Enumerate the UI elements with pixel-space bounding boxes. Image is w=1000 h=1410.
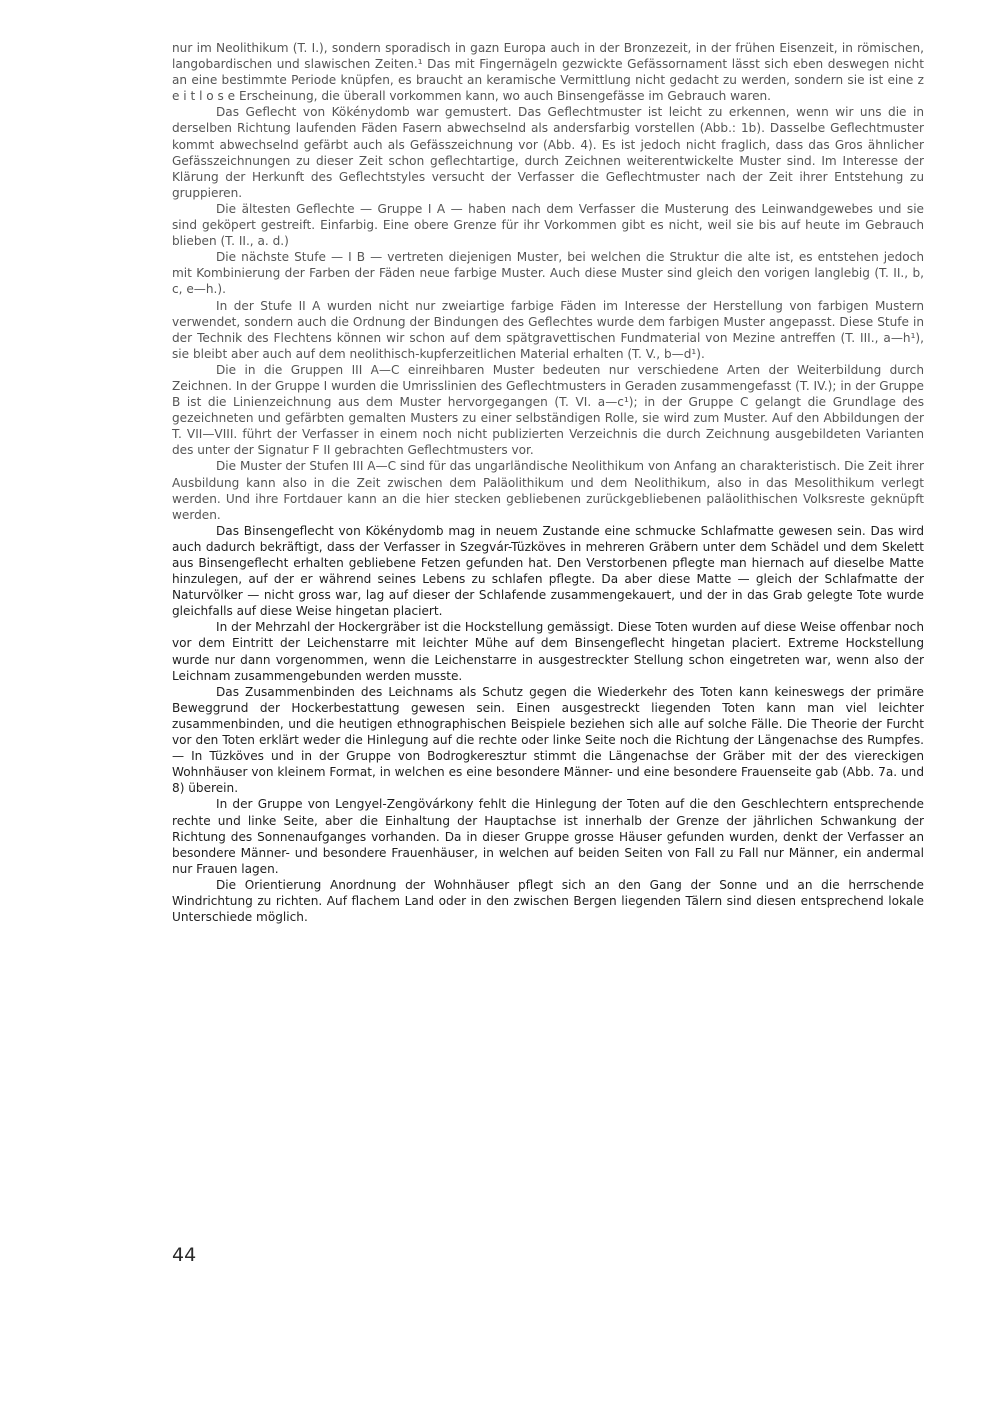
paragraph-5: In der Stufe II A wurden nicht nur zweiartige farbige Fäden im Interesse der Herstellung von farbigen Mustern verwendet, sondern auch die Ordnung der Bindungen des Geflechtes wurde dem farbigen Muster angepasst. Diese Stufe in der Technik des Flechtens können wir schon auf dem spätgravettischen Fundmaterial von Mezine antreffen (T. III., a—h¹), sie bleibt aber auch auf dem neolithisch-kupferzeitlichen Material erhalten (T. V., b—d¹). [172,298,924,361]
paragraph-4: Die nächste Stufe — I B — vertreten diejenigen Muster, bei welchen die Struktur die alte ist, es entstehen jedoch mit Kombinierung der Farben der Fäden neue farbige Muster. Auch diese Muster sind gleich den vorigen langlebig (T. II., b, c, e—h.). [172,250,924,297]
paragraph-8: Das Binsengeflecht von Kökénydomb mag in neuem Zustande eine schmucke Schlafmatte gewesen sein. Das wird auch dadurch bekräftigt, dass der Verfasser in Szegvár-Tüzköves in mehreren Gräbern unter dem Schädel und dem Skelett aus Binsengeflecht erhalten gebliebene Fetzen gefunden hat. Den Verstorbenen pflegte man hiernach auf dieselbe Matte hinzulegen, auf der er während seines Lebens zu schlafen pflegte. Da aber diese Matte — gleich der Schlafmatte der Naturvölker — nicht gross war, lag auf dieser der Schlafende zusammengekauert, und der in das Grab gelegte Tote wurde gleichfalls auf diese Weise hingetan placiert. [172,523,924,619]
page-number: 44 [172,1244,197,1266]
paragraph-9: In der Mehrzahl der Hockergräber ist die Hockstellung gemässigt. Diese Toten wurden auf diese Weise offenbar noch vor dem Eintritt der Leichenstarre mit leichter Mühe auf dem Binsengeflecht hingetan placiert. Extreme Hockstellung wurde nur dann vorgenommen, wenn die Leichenstarre in ausgestreckter Stellung schon eingetreten war, wenn also der Leichnam zusammengebunden werden musste. [172,620,924,683]
paragraph-2: Das Geflecht von Kökénydomb war gemustert. Das Geflechtmuster ist leicht zu erkennen, wenn wir uns die in derselben Richtung laufenden Fäden Fasern abwechselnd als andersfarbig vorstellen (Abb.: 1b). Dasselbe Geflechtmuster kommt abwechselnd gefärbt auch als Gefässzeichnung vor (Abb. 4). Es ist jedoch nicht fraglich, dass das Gros ähnlicher Gefässzeichnungen zu dieser Zeit schon geflechtartige, durch Zeichnen weiterentwickelte Muster sind. Im Interesse der Klärung der Herkunft des Geflechtstyles versucht der Verfasser die Geflechtmuster nach der Zeit ihrer Entstehung zu gruppieren. [172,105,924,200]
paragraph-10: Das Zusammenbinden des Leichnams als Schutz gegen die Wiederkehr des Toten kann keineswegs der primäre Beweggrund der Hockerbestattung gewesen sein. Einen ausgestreckt liegenden Toten kann man viel leichter zusammenbinden, und die heutigen ethnographischen Beispiele beziehen sich alle auf solche Fälle. Die Theorie der Furcht vor den Toten erklärt weder die Hinlegung auf die rechte oder linke Seite noch die Richtung der Längenachse des Rumpfes. — In Tüzköves und in der Gruppe von Bodrogkeresztur stimmt die Längenachse der Gräber mit der des viereckigen Wohnhäuser von kleinem Format, in welchen es eine besondere Männer- und eine besondere Frauenseite gab (Abb. 7a. und 8) überein. [172,684,924,796]
paragraph-1: nur im Neolithikum (T. I.), sondern sporadisch in gazn Europa auch in der Bronzezeit, in der frühen Eisenzeit, in römischen, langobardischen und slawischen Zeiten.¹ Das mit Fingernägeln gezwickte Gefässornament lässt sich eben deswegen nicht an eine bestimmte Periode knüpfen, es braucht an keramische Vermittlung nicht gedacht zu werden, sondern sie ist eine z e i t l o s e Erscheinung, die überall vorkommen kann, wo auch Binsengefässe im Gebrauch waren. [172,41,924,104]
paragraph-7: Die Muster der Stufen III A—C sind für das ungarländische Neolithikum von Anfang an charakteristisch. Die Zeit ihrer Ausbildung kann also in die Zeit zwischen dem Paläolithikum und dem Neolithikum, also in das Mesolithikum verlegt werden. Und ihre Fortdauer kann an die hier stecken gebliebenen zurückgebliebenen paläolithischen Volksreste geknüpft werden. [172,459,924,522]
paragraph-3: Die ältesten Geflechte — Gruppe I A — haben nach dem Verfasser die Musterung des Leinwandgewebes und sie sind geköpert gestreift. Einfarbig. Eine obere Grenze für ihr Vorkommen gibt es nicht, weil sie bis auf heute im Gebrauch blieben (T. II., a. d.) [172,201,924,249]
paragraph-12: Die Orientierung Anordnung der Wohnhäuser pflegt sich an den Gang der Sonne und an die herrschende Windrichtung zu richten. Auf flachem Land oder in den zwischen Bergen liegenden Tälern sind diesen entsprechend lokale Unterschiede möglich. [172,877,924,925]
paragraph-6: Die in die Gruppen III A—C einreihbaren Muster bedeuten nur verschiedene Arten der Weiterbildung durch Zeichnen. In der Gruppe I wurden die Umrisslinien des Geflechtmusters in Geraden zusammengefasst (T. IV.); in der Gruppe B ist die Linienzeichnung aus dem Muster hervorgegangen (T. VI. a—c¹); in der Gruppe C gelangt die Grundlage des gezeichneten und gefärbten gemalten Musters zu einer selbständigen Rolle, sie wird zum Muster. Auf den Abbildungen der T. VII—VIII. führt der Verfasser in einem noch nicht publizierten Verzeichnis die durch Zeichnung ausgebildeten Varianten des unter der Signatur F II gebrachten Geflechtmusters vor. [172,362,924,458]
document-body [172,40,924,925]
paragraph-11: In der Gruppe von Lengyel-Zengövárkony fehlt die Hinlegung der Toten auf die den Geschlechtern entsprechende rechte und linke Seite, aber die Einhaltung der Hauptachse ist innerhalb der Grenze der jährlichen Schwankung der Richtung des Sonnenaufganges vorhanden. Da in dieser Gruppe grosse Häuser gefunden wurden, denkt der Verfasser an besondere Männer- und besondere Frauenhäuser, in welchen auf beiden Seiten von Fall zu Fall nur Männer, ein andermal nur Frauen lagen. [172,797,924,876]
